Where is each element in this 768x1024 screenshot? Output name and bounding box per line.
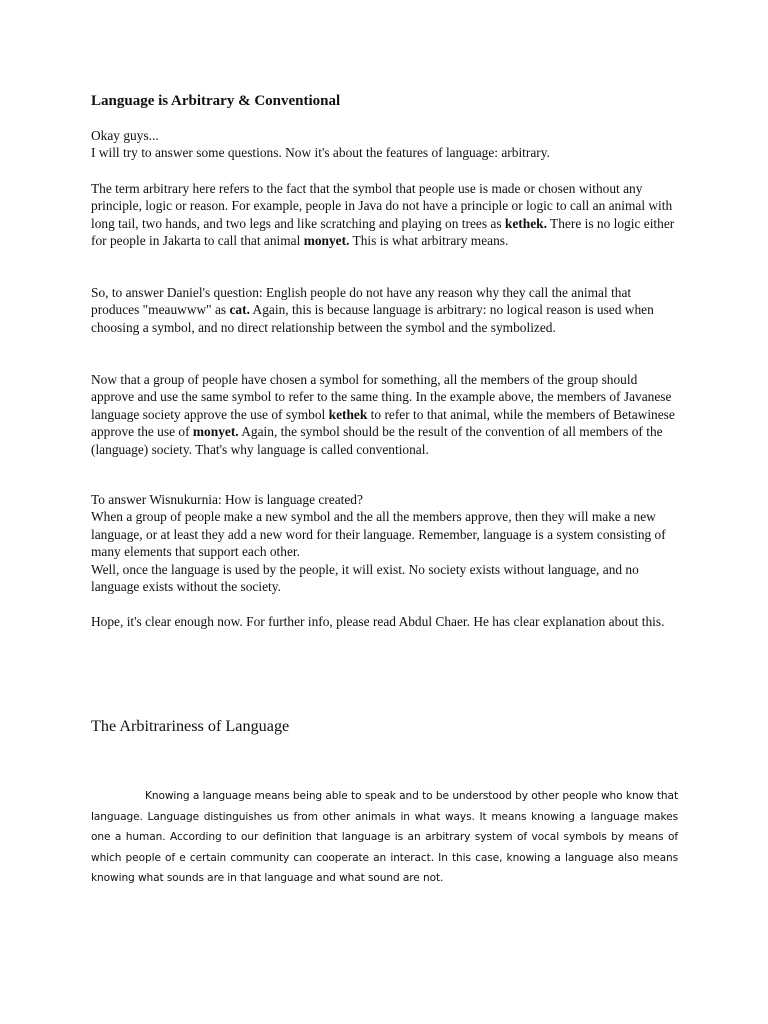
term-kethek: kethek. (504, 215, 547, 231)
arbitrary-definition-paragraph (91, 180, 681, 250)
term-monyet: monyet. (303, 233, 350, 249)
p3-text-2: Again, this is because language is arbitrary: no logical reason is used when choosing a symbol, and no direct relationship between the symbol and the symbolized. (91, 302, 654, 335)
p4-text-1: Now that a group of people have chosen a symbol for something, all the members of the group should approve and use the same symbol to refer to the same thing. In the example above, the members of Javanese language society approve the use of symbol (91, 372, 672, 422)
intro-line-1: Okay guys... (91, 128, 159, 143)
term-monyet-2: monyet. (192, 424, 239, 440)
intro-paragraph (91, 127, 681, 162)
wisnukurnia-answer-paragraph (91, 491, 681, 595)
section-title: The Arbitrariness of Language (91, 717, 290, 735)
p5-line-2: When a group of people make a new symbol and the all the members approve, then they will make a new language, or at least they add a new word for their language. Remember, language is a system consisting of many elements that support each other. (91, 509, 666, 560)
term-kethek-2: kethek (328, 406, 368, 422)
p3-text-1: So, to answer Daniel's question: English people do not have any reason why they call the animal that produces "meauwww" as (91, 285, 632, 318)
p5-line-3: Well, once the language is used by the people, it will exist. No society exists without language, and no language exists without the society. (91, 561, 639, 595)
term-cat: cat. (229, 302, 250, 318)
p2-text-3: This is what arbitrary means. (349, 233, 509, 249)
daniel-answer-paragraph (91, 284, 681, 336)
p4-text-2: to refer to that animal, while the members of Betawinese approve the use of (91, 406, 675, 440)
p2-text-1: The term arbitrary here refers to the fact that the symbol that people use is made or chosen without any principle, logic or reason. For example, people in Java do not have a principle or logic to call an animal with long tail, two hands, and two legs and like scratching and playing on trees as (91, 181, 673, 231)
p5-line-1: To answer Wisnukurnia: How is language created? (91, 492, 363, 507)
arbitrariness-paragraph: Knowing a language means being able to speak and to be understood by other people who know that language. Language distinguishes us from other animals in what ways. It means knowing a language makes one a human. According to our definition that language is an arbitrary system of vocal symbols by means of which people of e certain community can cooperate an interact. In this case, knowing a language also means knowing what sounds are in that language and what sound are not. (91, 790, 678, 885)
closing-paragraph: Hope, it's clear enough now. For further info, please read Abdul Chaer. He has clear explanation about this. (91, 614, 665, 629)
p4-text-3: Again, the symbol should be the result of the convention of all members of the (language) society. That's why language is called conventional. (91, 424, 663, 457)
article-title: Language is Arbitrary & Conventional (91, 93, 341, 109)
convention-paragraph (91, 371, 681, 458)
p2-text-2: There is no logic either for people in Jakarta to call that animal (91, 215, 675, 249)
intro-line-2: I will try to answer some questions. Now it's about the features of language: arbitrary. (91, 145, 550, 161)
